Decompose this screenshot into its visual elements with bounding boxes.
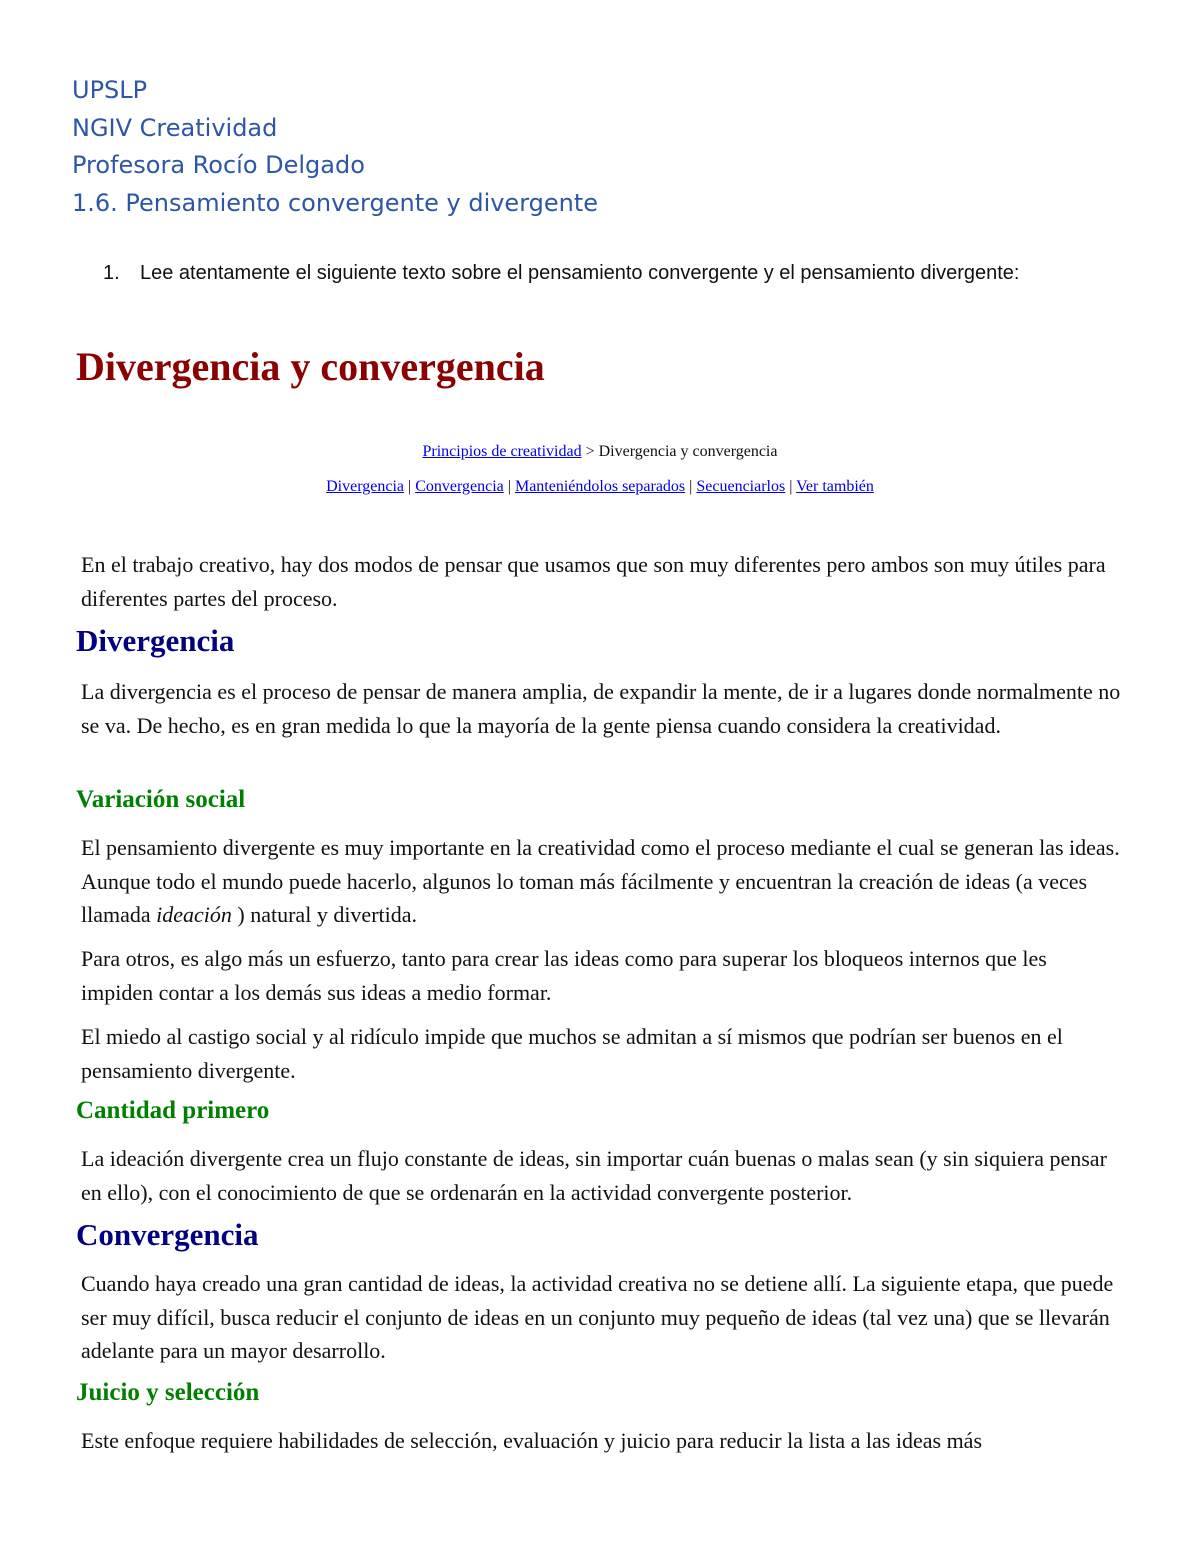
variacion-text-after: ) natural y divertida.: [231, 902, 418, 927]
convergencia-paragraph: Cuando haya creado una gran cantidad de ideas, la actividad creativa no se detiene allí. La siguiente etapa, que puede ser muy difícil, busca reducir el conjunto de ideas en un conjunto muy pequeño de ideas (tal vez una) que se llevarán adelante para un mayor desarrollo.: [81, 1271, 1114, 1363]
variacion-text-before: El pensamiento divergente es muy importante en la creatividad como el proceso mediante el cual se generan las ideas. Aunque todo el mundo puede hacerlo, algunos lo toman más fácilmente y encuentran la creación de ideas (a veces llamada: [81, 835, 1120, 927]
breadcrumb: [0, 441, 1200, 463]
header-course: NGIV Creatividad: [72, 114, 278, 142]
instruction-item: [103, 258, 1019, 288]
header-topic: 1.6. Pensamiento convergente y divergente: [72, 189, 599, 217]
nav-separator: |: [503, 478, 515, 495]
header-teacher: Profesora Rocío Delgado: [72, 151, 365, 179]
instruction-number: 1.: [103, 262, 120, 284]
variacion-paragraph-3: El miedo al castigo social y al ridículo impide que muchos se admitan a sí mismos que podrían ser buenos en el pensamiento divergente.: [81, 1024, 1063, 1083]
nav-link-manteniendolos-separados[interactable]: Manteniéndolos separados: [514, 478, 686, 495]
header-institution: UPSLP: [72, 76, 148, 104]
instruction-text: Lee atentamente el siguiente texto sobre el pensamiento convergente y el pensamiento divergente:: [140, 262, 1020, 284]
heading-variacion-social: Variación social: [76, 786, 246, 813]
heading-juicio-seleccion: Juicio y selección: [76, 1379, 260, 1406]
breadcrumb-link-principios[interactable]: Principios de creatividad: [422, 443, 582, 460]
nav-separator: |: [685, 478, 697, 495]
nav-link-convergencia[interactable]: Convergencia: [415, 478, 504, 495]
section-nav: [0, 476, 1200, 498]
variacion-paragraph-1: [81, 831, 1121, 932]
term-ideacion: ideación: [156, 902, 232, 927]
breadcrumb-separator: >: [581, 443, 599, 460]
heading-convergencia: Convergencia: [76, 1217, 259, 1252]
nav-separator: |: [404, 478, 416, 495]
variacion-paragraph-2: Para otros, es algo más un esfuerzo, tanto para crear las ideas como para superar los bloqueos internos que les impiden contar a los demás sus ideas a medio formar.: [81, 946, 1047, 1005]
article-title: Divergencia y convergencia: [76, 344, 545, 389]
nav-link-ver-tambien[interactable]: Ver también: [796, 478, 874, 495]
heading-cantidad-primero: Cantidad primero: [76, 1097, 270, 1124]
divergencia-paragraph: La divergencia es el proceso de pensar de manera amplia, de expandir la mente, de ir a lugares donde normalmente no se va. De hecho, es en gran medida lo que la mayoría de la gente piensa cuando considera la creatividad.: [81, 679, 1121, 738]
nav-separator: |: [785, 478, 797, 495]
nav-link-secuenciarlos[interactable]: Secuenciarlos: [696, 478, 786, 495]
nav-link-divergencia[interactable]: Divergencia: [326, 478, 404, 495]
breadcrumb-current: Divergencia y convergencia: [598, 443, 778, 460]
intro-paragraph: En el trabajo creativo, hay dos modos de pensar que usamos que son muy diferentes pero ambos son muy útiles para diferentes partes del proceso.: [81, 552, 1106, 611]
juicio-paragraph: Este enfoque requiere habilidades de selección, evaluación y juicio para reducir la lista a las ideas más: [81, 1428, 983, 1453]
heading-divergencia: Divergencia: [76, 623, 235, 658]
cantidad-paragraph: La ideación divergente crea un flujo constante de ideas, sin importar cuán buenas o malas sean (y sin siquiera pensar en ello), con el conocimiento de que se ordenarán en la actividad convergente posterior.: [81, 1146, 1107, 1205]
